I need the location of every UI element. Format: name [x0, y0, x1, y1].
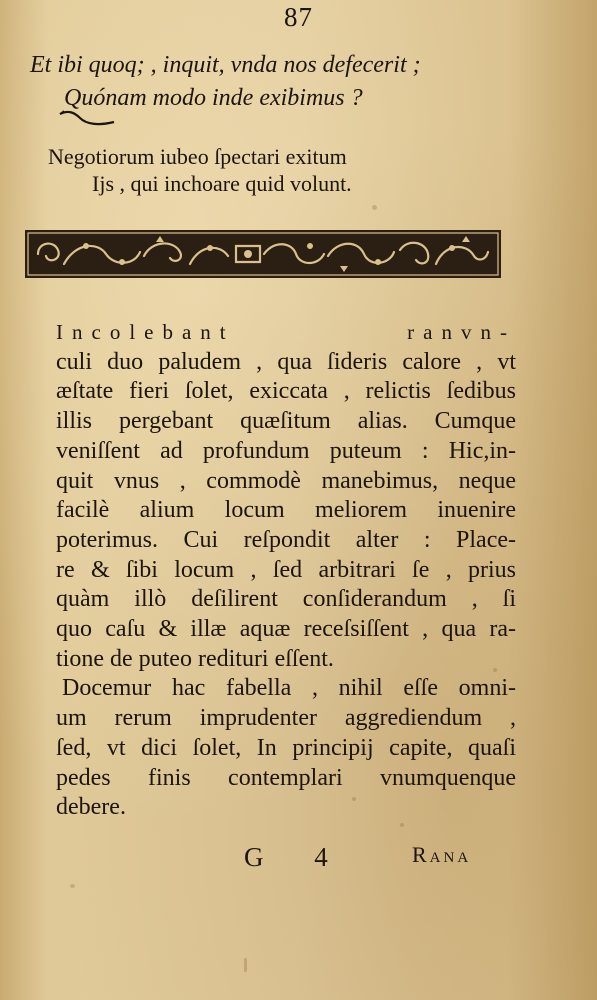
- catchword: Rana: [412, 842, 472, 867]
- text-line: pedes finis contemplari vnumquenque: [56, 764, 516, 791]
- foxing-spot: [244, 958, 247, 972]
- text-line: facilè alium locum meliorem inuenire: [56, 497, 516, 524]
- text-line: quàm illò deſilirent conſiderandum , ſi: [56, 586, 516, 613]
- text-line: debere.: [56, 794, 126, 821]
- text-line: ſed, vt dici ſolet, In principij capite, quaſi: [56, 734, 516, 761]
- foxing-spot: [372, 205, 377, 210]
- motto-line-2: Quónam modo inde exibimus ?: [64, 85, 363, 111]
- couplet-line-2: Ijs , qui inchoare quid volunt.: [92, 171, 352, 196]
- fable-text: [56, 318, 516, 823]
- text-line: Docemur hac fabella , nihil eſſe omni-: [62, 675, 516, 702]
- swash-flourish-icon: [58, 108, 116, 130]
- signature-mark: G 4: [244, 842, 350, 872]
- text-line: culi duo paludem , qua ſideris calore , vt: [56, 348, 516, 375]
- text-line: illis pergebant quæſitum alias. Cumque: [56, 408, 516, 435]
- foxing-spot: [70, 884, 75, 888]
- motto-line-1: Et ibi quoq; , inquit, vnda nos defecerit ;: [30, 52, 421, 78]
- text-line: veniſſent ad profundum puteum : Hic,in-: [56, 437, 516, 464]
- text-line: poterimus. Cui reſpondit alter : Place-: [56, 526, 516, 553]
- text-line: quo caſu & illæ aquæ receſsiſſent , qua ra-: [56, 616, 516, 643]
- text-line: tione de puteo redituri eſſent.: [56, 645, 334, 672]
- text-line: um rerum imprudenter aggrediendum ,: [56, 705, 516, 732]
- text-line: æſtate fieri ſolet, exiccata , relictis ſedibus: [56, 378, 516, 405]
- floral-headpiece-icon: [24, 228, 502, 280]
- foxing-spot: [400, 823, 404, 827]
- text-line: quit vnus , commodè manebimus, neque: [56, 467, 516, 494]
- couplet-line-1: Negotiorum iubeo ſpectari exitum: [48, 144, 347, 169]
- page-number: 87: [284, 2, 313, 32]
- text-line: Incolebant ranvn-: [56, 320, 516, 344]
- text-line: re & ſibi locum , ſed arbitrari ſe , prius: [56, 556, 516, 583]
